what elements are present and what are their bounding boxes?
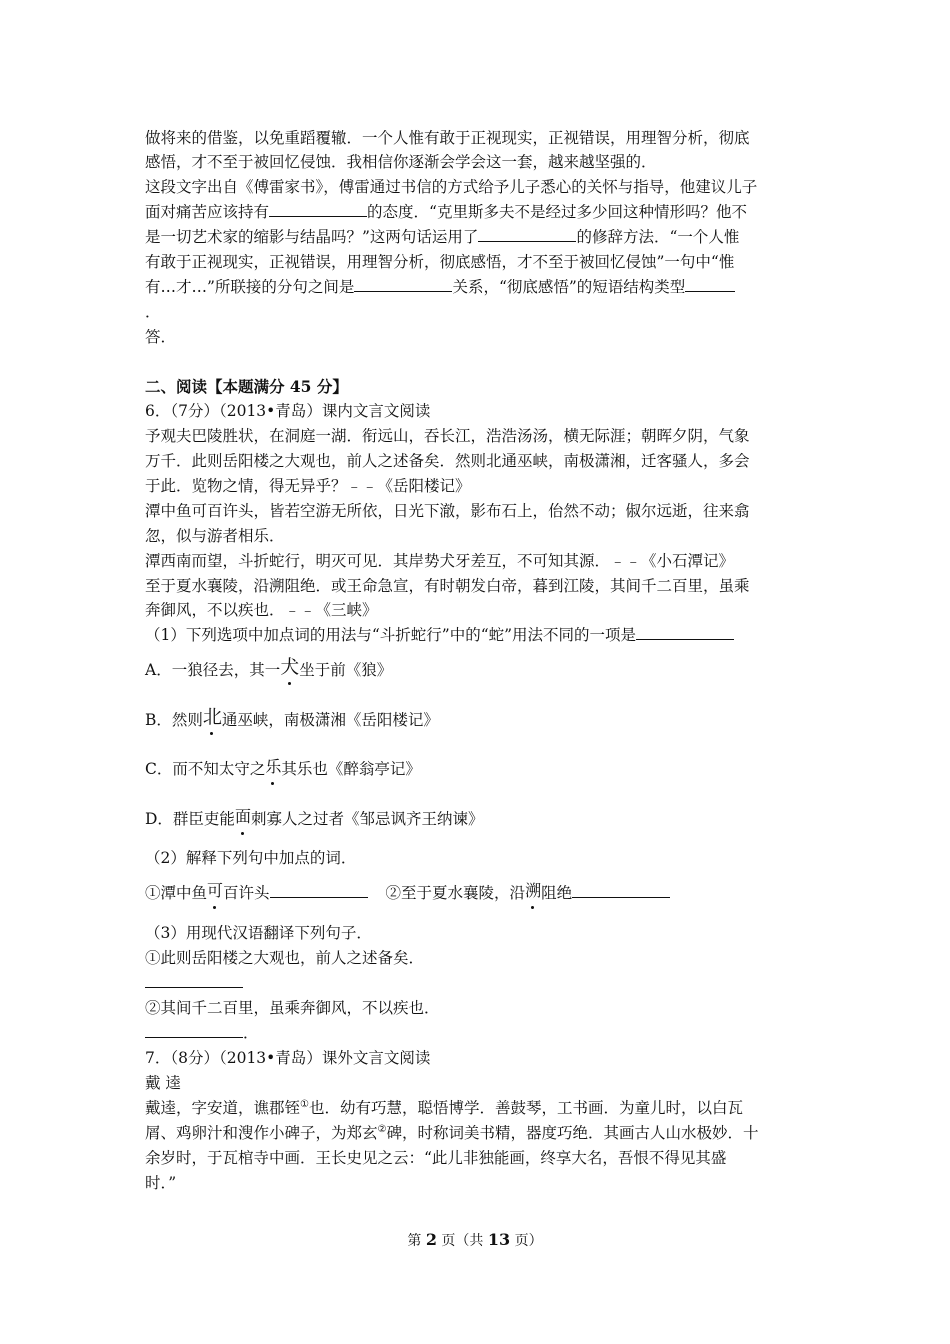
intro-line-6: 有敢于正视现实，正视错误，用理智分析，彻底感悟，才不至于被回忆侵蚀”一句中“惟 xyxy=(145,253,735,271)
item-text: 百许头 xyxy=(223,884,270,902)
footer-text: 页（共 xyxy=(436,1233,488,1249)
item-text: ②至于夏水襄陵，沿 xyxy=(385,884,526,902)
footnote-marker: ① xyxy=(300,1098,309,1110)
dotted-word: 北 xyxy=(202,706,222,728)
intro-text: 有…才…”所联接的分句之间是 xyxy=(145,278,355,296)
q7-passage-line: 时．” xyxy=(145,1174,177,1192)
option-c[interactable] xyxy=(145,757,421,779)
section-heading: 二、阅读【本题满分 45 分】 xyxy=(145,377,348,396)
q6-passage-line: 予观夫巴陵胜状，在洞庭一湖．衔远山，吞长江，浩浩汤汤，横无际涯；朝晖夕阴，气象 xyxy=(145,427,750,445)
q6-passage-line: 于此．览物之情，得无异乎？﹣﹣《岳阳楼记》 xyxy=(145,477,471,495)
intro-line-7 xyxy=(145,277,735,297)
option-text: 通巫峡，南极潇湘《岳阳楼记》 xyxy=(221,711,439,729)
intro-text: 是一切艺术家的缩影与结晶吗？”这两句话运用了 xyxy=(145,228,479,246)
footer-text: 第 xyxy=(407,1233,426,1249)
intro-line-2: 感悟，才不至于被回忆侵蚀．我相信你逐渐会学会这一套，越来越坚强的． xyxy=(145,153,657,171)
intro-line-4 xyxy=(145,202,747,222)
q6-passage-line: 潭中鱼可百许头，皆若空游无所依，日光下澈，影布石上，佁然不动；俶尔远逝，往来翕 xyxy=(145,502,750,520)
translate-item-1: ①此则岳阳楼之大观也，前人之述备矣． xyxy=(145,949,425,967)
answer-blank[interactable] xyxy=(270,883,368,898)
option-text: D．群臣吏能 xyxy=(145,810,235,828)
q6-passage-line: 至于夏水襄陵，沿溯阻绝．或王命急宣，有时朝发白帝，暮到江陵，其间千二百里，虽乘 xyxy=(145,577,750,595)
answer-blank[interactable] xyxy=(685,277,735,292)
answer-blank[interactable] xyxy=(354,277,452,292)
option-text: 刺寡人之过者《邹忌讽齐王纳谏》 xyxy=(250,810,484,828)
q6-sub2-items xyxy=(145,881,670,903)
dotted-word: 面 xyxy=(234,807,251,826)
option-b[interactable] xyxy=(145,707,439,730)
page-number: 2 xyxy=(425,1230,437,1249)
option-a[interactable] xyxy=(145,657,392,680)
intro-text: 面对痛苦应该持有 xyxy=(145,203,270,221)
passage-text: 也．幼有巧慧，聪悟博学．善鼓琴，工书画．为童儿时，以白瓦 xyxy=(308,1099,743,1117)
answer-blank[interactable] xyxy=(636,625,734,640)
answer-blank[interactable] xyxy=(572,883,670,898)
answer-blank[interactable] xyxy=(145,1023,243,1038)
q6-passage-line: 潭西南而望，斗折蛇行，明灭可见．其岸势犬牙差互，不可知其源．﹣﹣《小石潭记》 xyxy=(145,552,735,570)
intro-line-3: 这段文字出自《傅雷家书》，傅雷通过书信的方式给予儿子悉心的关怀与指导，他建议儿子 xyxy=(145,178,758,196)
intro-line-8: ． xyxy=(145,303,161,321)
option-text: 其乐也《醉翁亭记》 xyxy=(281,760,421,778)
dotted-word: 溯 xyxy=(525,881,542,900)
item-text: ①潭中鱼 xyxy=(145,884,208,902)
answer-label: 答． xyxy=(145,328,177,346)
translate-item-2: ②其间千二百里，虽乘奔御风，不以疾也． xyxy=(145,999,440,1017)
passage-text: 戴逵，字安道，谯郡铚 xyxy=(145,1099,301,1117)
q6-passage-line: 奔御风，不以疾也．﹣﹣《三峡》 xyxy=(145,601,378,619)
intro-text: 关系，“彻底感悟”的短语结构类型 xyxy=(452,278,686,296)
dotted-word: 犬 xyxy=(280,656,300,678)
translate-answer-2 xyxy=(145,1023,259,1043)
question-text: （1）下列选项中加点词的用法与“斗折蛇行”中的“蛇”用法不同的一项是 xyxy=(145,626,637,644)
page-footer xyxy=(0,1230,950,1250)
q7-passage-line xyxy=(145,1123,759,1143)
q7-passage-line xyxy=(145,1098,743,1118)
intro-line-5 xyxy=(145,227,739,247)
footer-text: 页） xyxy=(510,1233,543,1249)
option-d[interactable] xyxy=(145,807,483,829)
answer-blank[interactable] xyxy=(145,973,243,988)
option-text: 坐于前《狼》 xyxy=(299,661,393,679)
q6-sub1 xyxy=(145,625,734,645)
intro-text: 的修辞方法．“一个人惟 xyxy=(576,228,740,246)
passage-text: 屑、鸡卵汁和溲作小碑子，为郑玄 xyxy=(145,1124,378,1142)
q7-subtitle: 戴 逵 xyxy=(145,1074,181,1092)
answer-blank[interactable] xyxy=(478,227,576,242)
item-text: 阻绝 xyxy=(541,884,573,902)
q6-sub3: （3）用现代汉语翻译下列句子． xyxy=(145,924,372,942)
q6-passage-line: 万千．此则岳阳楼之大观也，前人之述备矣．然则北通巫峡，南极潇湘，迁客骚人，多会 xyxy=(145,452,750,470)
q7-title: 7．（8分）（2013•青岛）课外文言文阅读 xyxy=(145,1049,431,1067)
option-text: B．然则 xyxy=(145,711,203,729)
q6-title: 6．（7分）（2013•青岛）课内文言文阅读 xyxy=(145,402,431,420)
intro-line-1: 做将来的借鉴，以免重蹈覆辙．一个人惟有敢于正视现实，正视错误，用理智分析，彻底 xyxy=(145,129,750,147)
q6-sub2: （2）解释下列句中加点的词． xyxy=(145,849,357,867)
translate-answer-1 xyxy=(145,973,243,993)
passage-text: 碑，时称词美书精，器度巧绝．其画古人山水极妙．十 xyxy=(386,1124,759,1142)
dotted-word: 可 xyxy=(207,881,224,900)
q6-passage-line: 忽，似与游者相乐． xyxy=(145,527,285,545)
page-total: 13 xyxy=(487,1230,511,1249)
footnote-marker: ② xyxy=(377,1123,387,1135)
option-text: A．一狼径去，其一 xyxy=(145,661,281,679)
dotted-word: 乐 xyxy=(265,757,282,776)
end-mark: ． xyxy=(243,1024,259,1042)
option-text: C．而不知太守之 xyxy=(145,760,266,778)
intro-text: 的态度．“克里斯多夫不是经过多少回这种情形吗？他不 xyxy=(367,203,747,221)
answer-blank[interactable] xyxy=(269,202,367,217)
q7-passage-line: 余岁时，于瓦棺寺中画．王长史见之云：“此儿非独能画，终享大名，吾恨不得见其盛 xyxy=(145,1149,727,1167)
